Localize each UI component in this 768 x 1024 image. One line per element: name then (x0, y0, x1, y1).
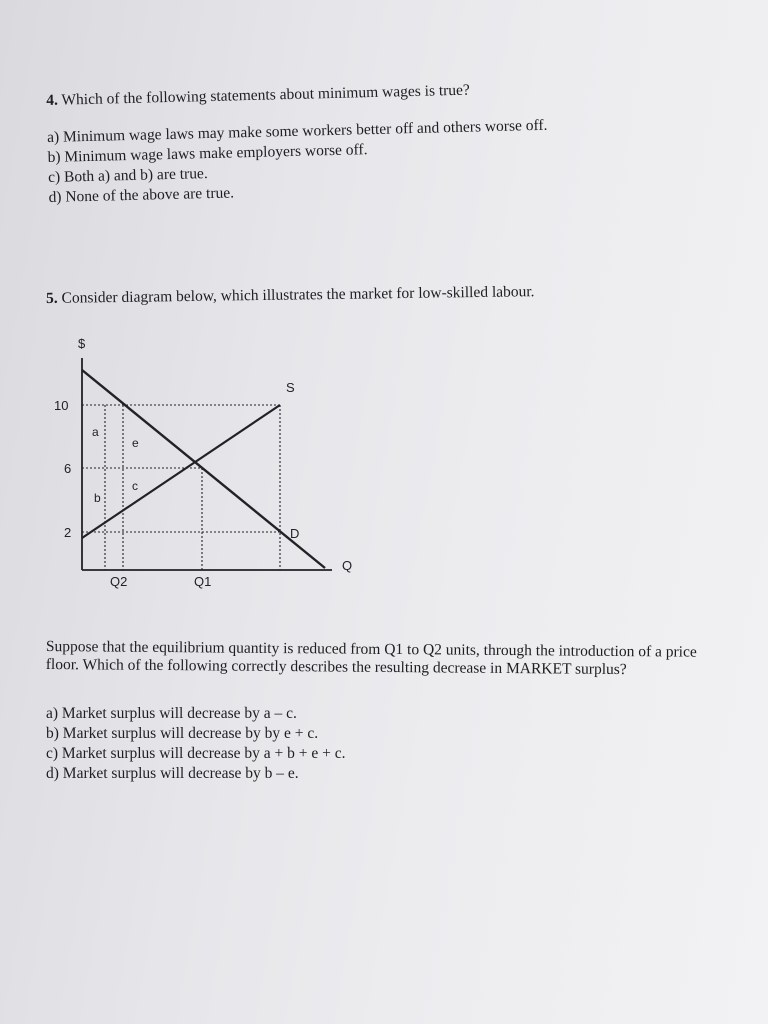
question-4 (46, 76, 689, 208)
question-5-options (46, 704, 546, 784)
supply-demand-graph (50, 330, 370, 600)
question-5-number: 5. (46, 289, 58, 307)
question-4-option-a: a) Minimum wage laws may make some workers better off and others worse off. (46, 116, 548, 146)
question-4-option-b: b) Minimum wage laws make employers worse off. (47, 141, 368, 166)
y-axis-label: $ (78, 336, 86, 351)
demand-label: D (290, 526, 300, 541)
quantity-tick-q2: Q2 (110, 574, 128, 589)
question-5-heading (46, 281, 686, 308)
area-c-label: c (132, 479, 138, 493)
price-tick-6: 6 (64, 461, 72, 476)
question-5-text: Consider diagram below, which illustrates the market for low-skilled labour. (61, 283, 535, 307)
x-axis-label: Q (342, 558, 353, 573)
question-5-option-c: c) Market surplus will decrease by a + b + e + c. (46, 745, 346, 762)
question-4-option-c: c) Both a) and b) are true. (47, 165, 208, 186)
question-5-option-b: b) Market surplus will decrease by by e + c. (46, 725, 319, 742)
question-4-number: 4. (46, 91, 59, 109)
question-5-option-d: d) Market surplus will decrease by b – e. (46, 765, 299, 782)
supply-curve (82, 405, 280, 538)
price-tick-10: 10 (54, 398, 69, 413)
area-b-label: b (94, 491, 101, 505)
labour-market-diagram (50, 330, 370, 600)
demand-curve (82, 370, 325, 568)
question-5 (46, 281, 686, 326)
price-tick-2: 2 (64, 525, 72, 540)
question-5-option-a: a) Market surplus will decrease by a – c. (46, 705, 297, 722)
question-4-text: Which of the following statements about minimum wages is true? (61, 81, 471, 109)
supply-label: S (286, 380, 295, 395)
question-4-option-d: d) None of the above are true. (48, 184, 235, 206)
question-4-heading (46, 76, 686, 110)
question-5-scenario: Suppose that the equilibrium quantity is reduced from Q1 to Q2 units, through the introduction of a price floor. Which of the following correctly describes the resulting decrease in MARKET surplus? (45, 637, 697, 678)
area-a-label: a (92, 425, 99, 439)
area-e-label: e (132, 436, 139, 450)
quantity-tick-q1: Q1 (194, 574, 212, 589)
